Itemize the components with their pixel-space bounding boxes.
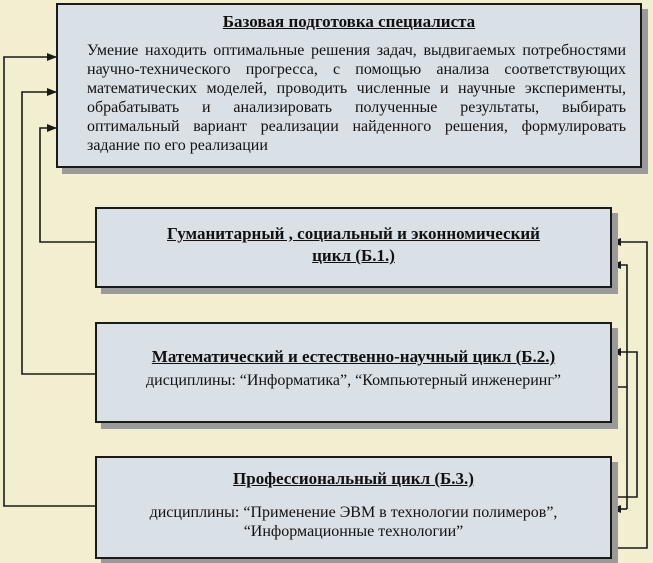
professional-cycle-disciplines-line1: дисциплины: “Применение ЭВМ в технологии полимеров”, [149,504,558,521]
basic-training-description: Умение находить оптимальные решения задач, выдвигаемых потребностями научно-технического прогресса, с помощью анализа соответствующих математических моделей, проводить численные и научные эксперименты, обрабатывать и анализировать полученные результаты, выбирать оптимальный вариант реализации найденного решения, формулировать задание по его реализации [87,42,626,154]
math-science-cycle-title: Математический и естественно-научный цикл (Б.2.) [151,347,556,366]
humanitarian-cycle-box [95,207,612,288]
arrow-b2-to-b1 [612,265,627,387]
basic-training-title: Базовая подготовка специалиста [222,12,476,31]
humanitarian-cycle-title-line1: Гуманитарный , социальный и эконномический [167,224,540,243]
professional-cycle-title: Профессиональный цикл (Б.3.) [233,469,474,488]
humanitarian-cycle-title-line2: цикл (Б.1.) [312,246,395,265]
humanitarian-cycle-title [107,223,600,267]
professional-cycle-disciplines-line2: “Информационные технологии” [243,523,464,540]
math-science-cycle-box [95,322,612,423]
arrow-b3-to-b2 [612,352,637,497]
arrow-b3-to-b1 [612,242,647,548]
math-science-cycle-disciplines: дисциплины: “Информатика”, “Компьютерный инженеринг” [145,372,562,389]
professional-cycle-disciplines [97,503,610,541]
professional-cycle-box [95,456,612,559]
basic-training-box [56,3,642,168]
